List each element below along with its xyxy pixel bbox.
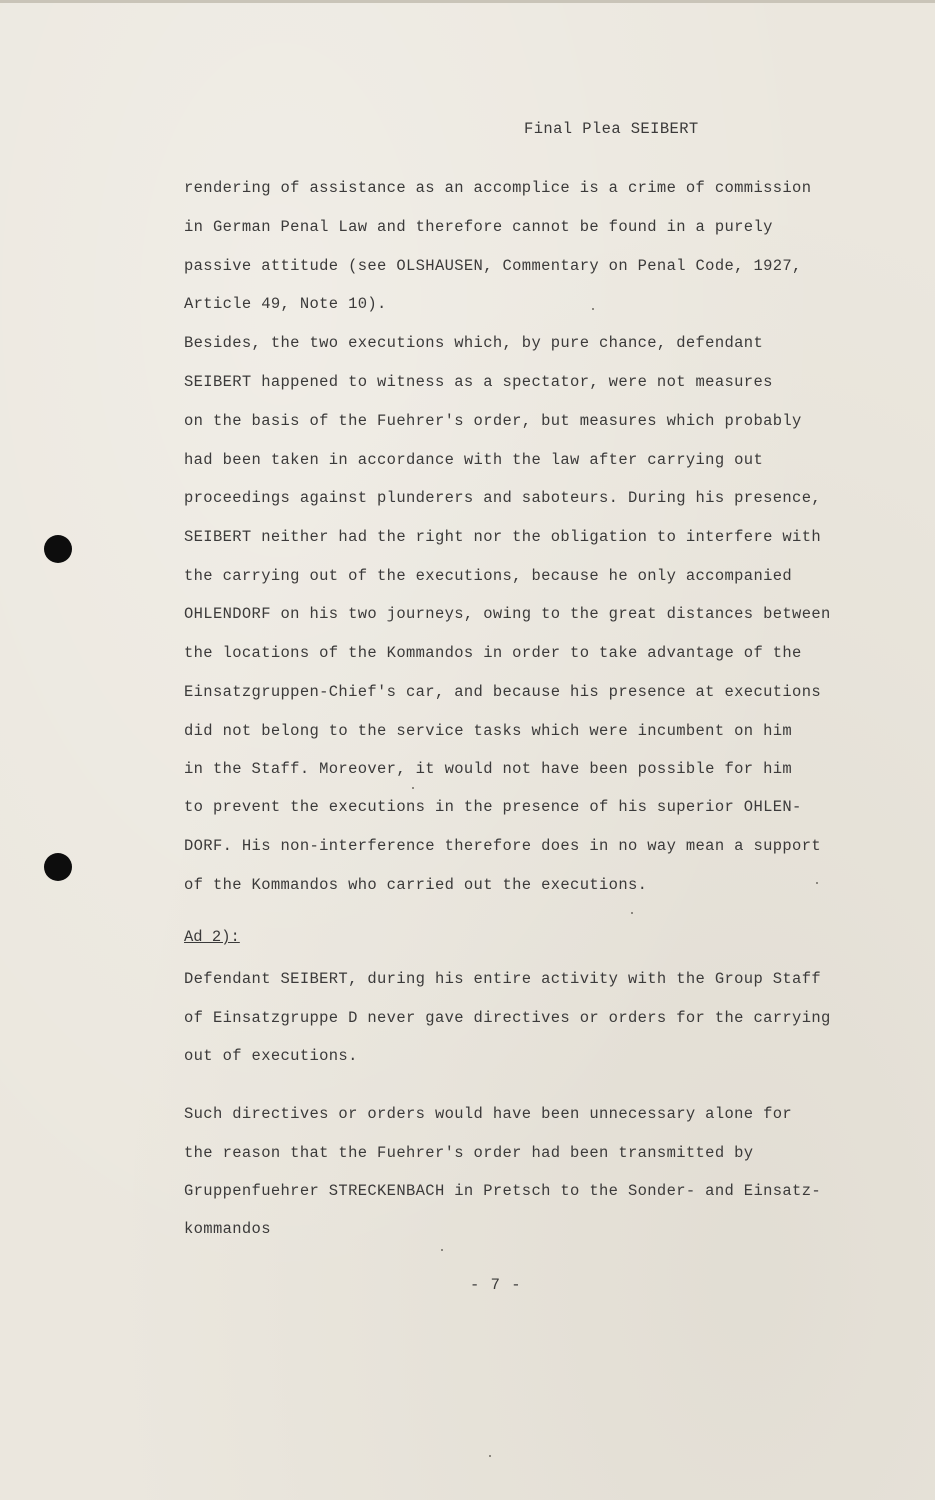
text-line: did not belong to the service tasks which were incumbent on him	[184, 722, 793, 740]
text-line: kommandos	[184, 1220, 271, 1238]
text-line: of Einsatzgruppe D never gave directives or orders for the carrying	[184, 1009, 831, 1027]
paper-speck	[631, 912, 633, 914]
text-line: proceedings against plunderers and saboteurs. During his presence,	[184, 489, 821, 507]
text-line: rendering of assistance as an accomplice is a crime of commission	[184, 179, 812, 197]
text-line: Einsatzgruppen-Chief's car, and because his presence at executions	[184, 683, 821, 701]
paper-speck	[441, 1249, 443, 1251]
section-heading-ad-2: Ad 2):	[184, 928, 240, 946]
text-line: SEIBERT neither had the right nor the obligation to interfere with	[184, 528, 821, 546]
text-line: the reason that the Fuehrer's order had been transmitted by	[184, 1144, 754, 1162]
text-line: Article 49, Note 10).	[184, 295, 387, 313]
text-line: on the basis of the Fuehrer's order, but measures which probably	[184, 412, 802, 430]
document-header: Final Plea SEIBERT	[524, 120, 699, 138]
text-line: out of executions.	[184, 1047, 358, 1065]
paper-speck	[816, 882, 818, 884]
text-line: to prevent the executions in the presence of his superior OHLEN-	[184, 798, 802, 816]
text-line: passive attitude (see OLSHAUSEN, Commentary on Penal Code, 1927,	[184, 257, 802, 275]
text-line: Such directives or orders would have been unnecessary alone for	[184, 1105, 793, 1123]
text-line: of the Kommandos who carried out the executions.	[184, 876, 648, 894]
text-line: Gruppenfuehrer STRECKENBACH in Pretsch to the Sonder- and Einsatz-	[184, 1182, 821, 1200]
text-line: in the Staff. Moreover, it would not have been possible for him	[184, 760, 793, 778]
text-line: OHLENDORF on his two journeys, owing to the great distances between	[184, 605, 831, 623]
punch-hole-upper	[44, 535, 72, 563]
text-line: the carrying out of the executions, because he only accompanied	[184, 567, 793, 585]
paper-speck	[412, 787, 414, 789]
paper-speck	[592, 308, 594, 310]
text-line: Besides, the two executions which, by pure chance, defendant	[184, 334, 764, 352]
text-line: the locations of the Kommandos in order to take advantage of the	[184, 644, 802, 662]
text-line: SEIBERT happened to witness as a spectator, were not measures	[184, 373, 773, 391]
text-line: Defendant SEIBERT, during his entire activity with the Group Staff	[184, 970, 821, 988]
page-top-edge	[0, 0, 935, 3]
paper-speck	[489, 1455, 491, 1457]
text-line: in German Penal Law and therefore cannot be found in a purely	[184, 218, 773, 236]
text-line: DORF. His non-interference therefore does in no way mean a support	[184, 837, 821, 855]
page-number: - 7 -	[470, 1276, 522, 1294]
text-line: had been taken in accordance with the law after carrying out	[184, 451, 764, 469]
punch-hole-lower	[44, 853, 72, 881]
